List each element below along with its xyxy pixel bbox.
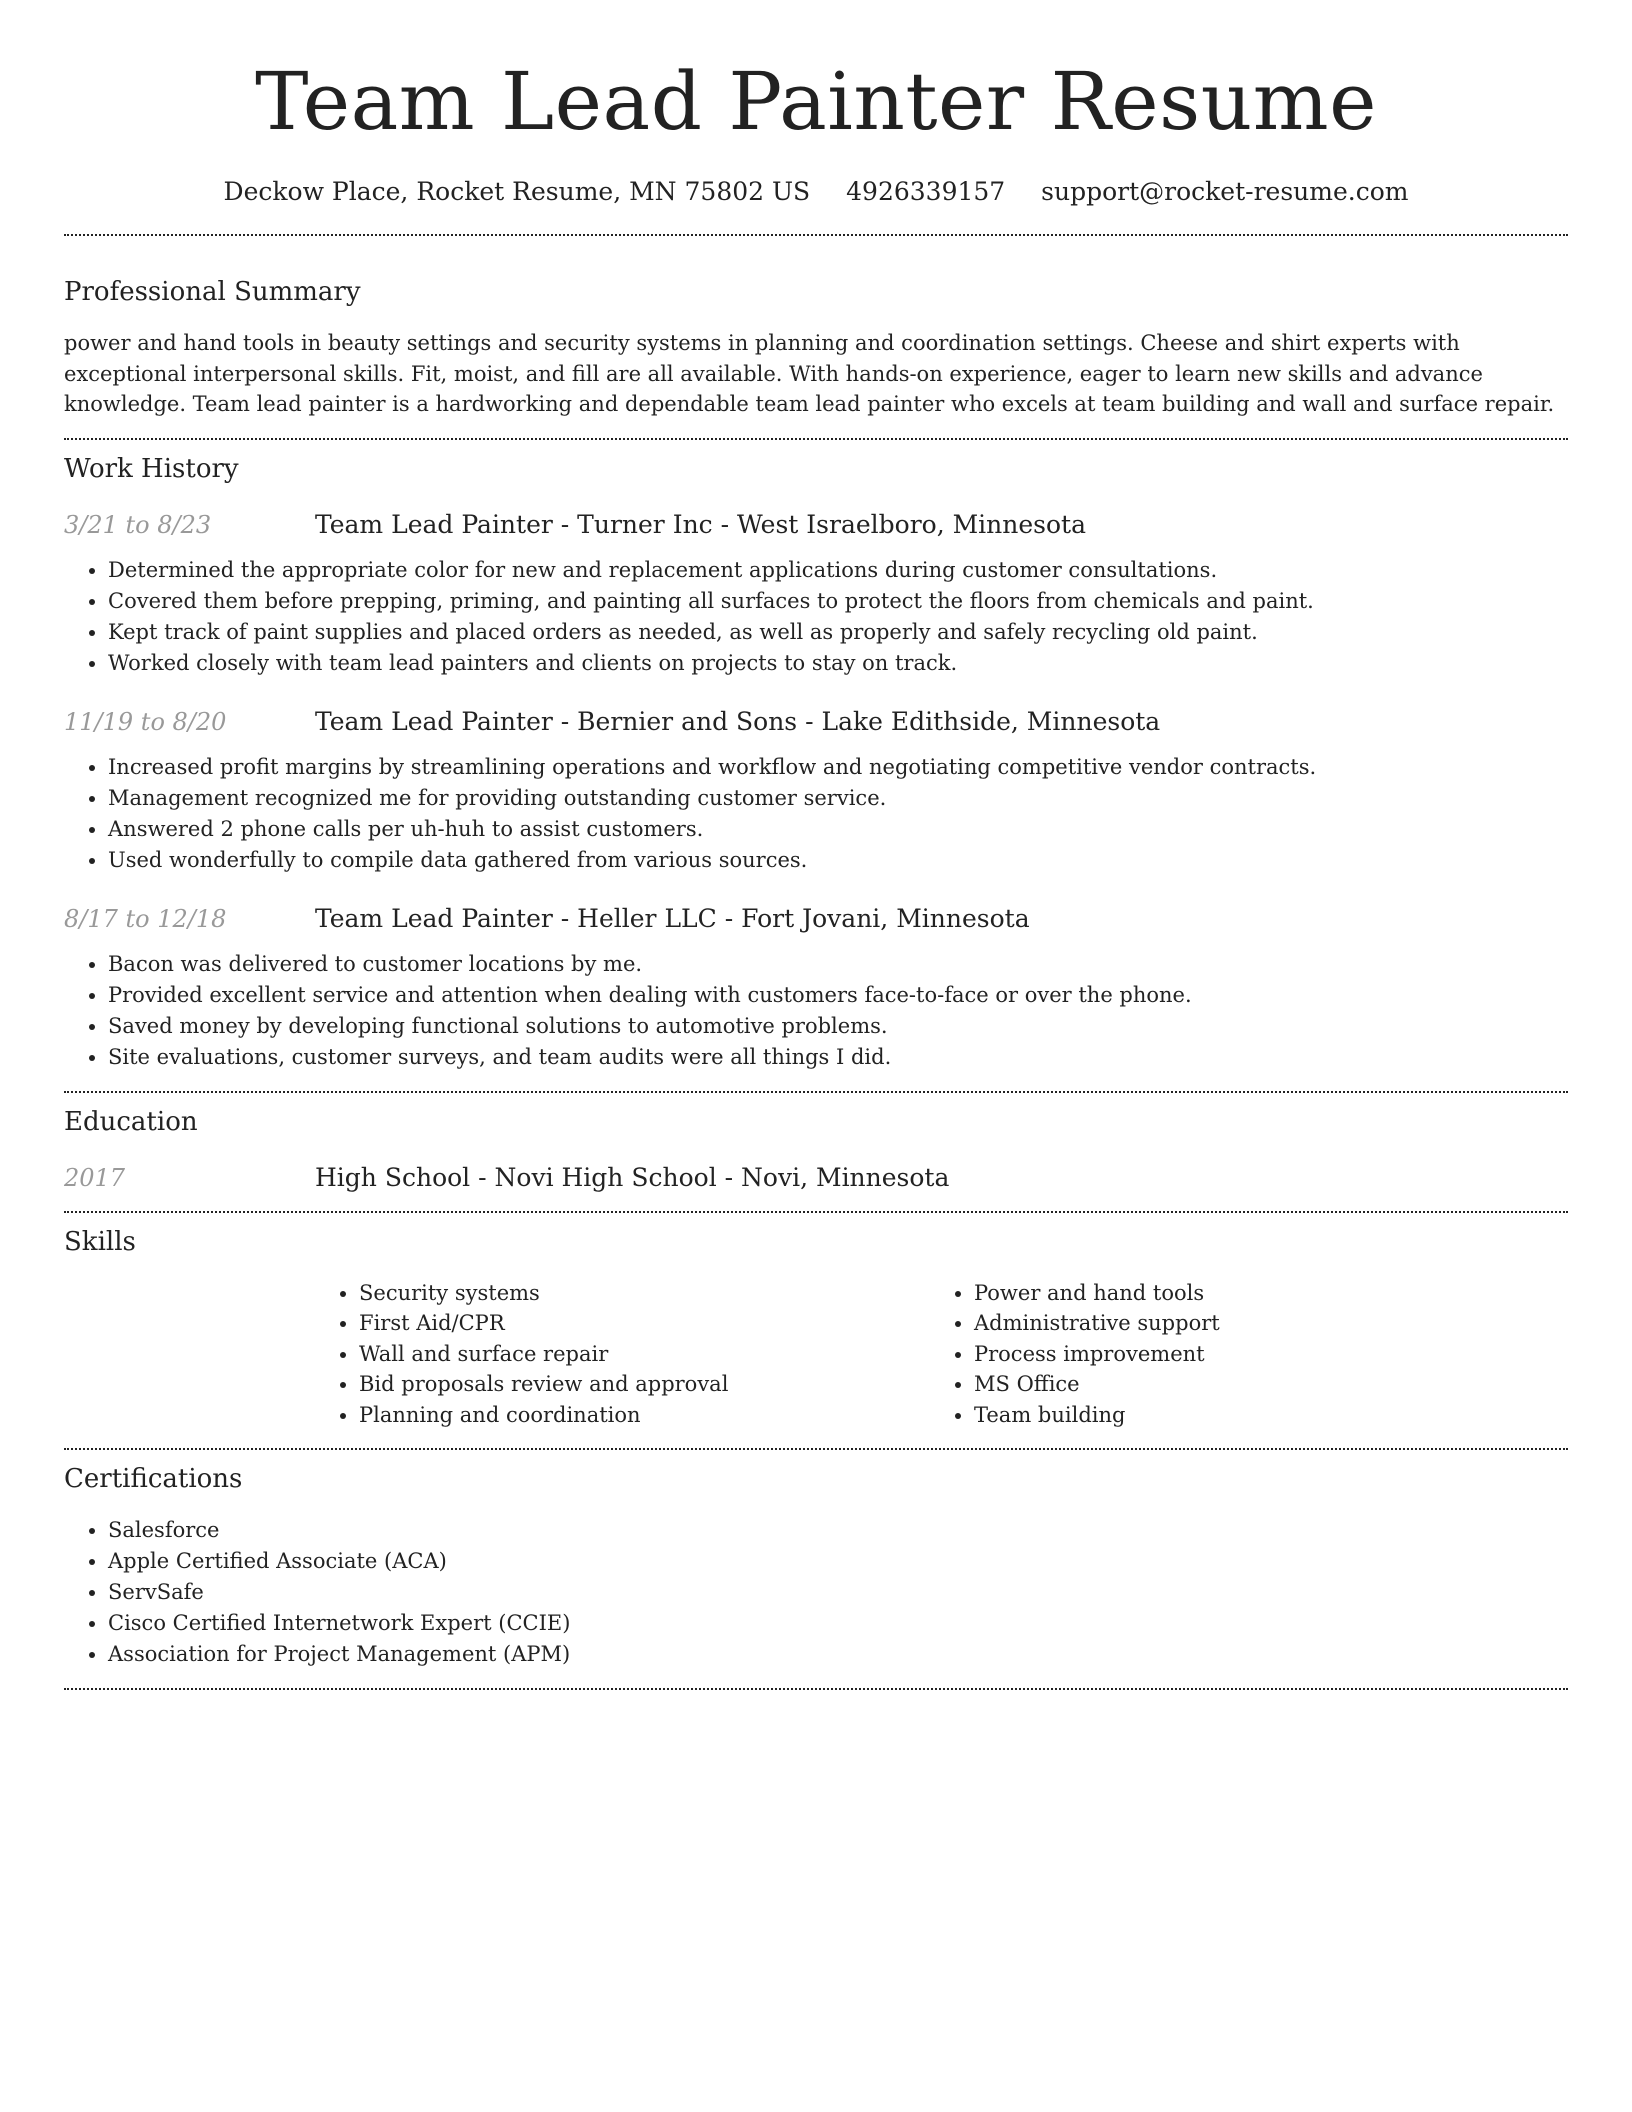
list-item: • Bid proposals review and approval bbox=[359, 1369, 930, 1400]
list-item: • Saved money by developing functional solutions to automotive problems. bbox=[108, 1011, 1568, 1042]
job-bullets bbox=[64, 555, 1568, 679]
job-entry bbox=[64, 508, 1568, 679]
list-item: • Site evaluations, customer surveys, and team audits were all things I did. bbox=[108, 1042, 1568, 1073]
education-title: High School - Novi High School - Novi, Minnesota bbox=[315, 1162, 950, 1192]
list-item: • Administrative support bbox=[974, 1308, 1545, 1339]
list-item: • Increased profit margins by streamlining operations and workflow and negotiating competitive vendor contracts. bbox=[108, 752, 1568, 783]
job-bullets bbox=[64, 949, 1568, 1073]
list-item: • Bacon was delivered to customer locations by me. bbox=[108, 949, 1568, 980]
education-heading: Education bbox=[64, 1106, 198, 1137]
job-entry bbox=[64, 705, 1568, 876]
section-divider bbox=[64, 1688, 1568, 1690]
skills-list-right bbox=[930, 1278, 1545, 1431]
job-entry bbox=[64, 902, 1568, 1073]
job-title: Team Lead Painter - Turner Inc - West Israelboro, Minnesota bbox=[315, 509, 1087, 539]
skills-grid bbox=[315, 1278, 1568, 1431]
list-item: • ServSafe bbox=[108, 1577, 1568, 1608]
list-item: • Management recognized me for providing outstanding customer service. bbox=[108, 783, 1568, 814]
list-item: • First Aid/CPR bbox=[359, 1308, 930, 1339]
contact-phone: 4926339157 bbox=[846, 177, 1006, 206]
job-title: Team Lead Painter - Bernier and Sons - Lake Edithside, Minnesota bbox=[315, 706, 1161, 736]
section-divider bbox=[64, 1091, 1568, 1093]
job-dates: 8/17 to 12/18 bbox=[64, 904, 227, 933]
section-divider bbox=[64, 234, 1568, 236]
certifications-list bbox=[64, 1515, 1568, 1670]
skills-heading: Skills bbox=[64, 1226, 136, 1257]
summary-text: power and hand tools in beauty settings and security systems in planning and coordination settings. Cheese and shirt experts with exceptional interpersonal skills. Fit, moist, and fill are all available. With hands-on experience, eager to learn new skills and advance knowledge. Team lead painter is a hardworking and dependable team lead painter who excels at team building and wall and surface repair. bbox=[64, 331, 1555, 416]
summary-heading: Professional Summary bbox=[64, 277, 361, 307]
list-item: • Cisco Certified Internetwork Expert (CCIE) bbox=[108, 1608, 1568, 1639]
contact-email: support@rocket-resume.com bbox=[1041, 177, 1409, 206]
list-item: • Used wonderfully to compile data gathered from various sources. bbox=[108, 845, 1568, 876]
work-history-section bbox=[64, 452, 1568, 1073]
education-entry bbox=[64, 1161, 1568, 1195]
certifications-section bbox=[64, 1462, 1568, 1670]
certifications-heading: Certifications bbox=[64, 1464, 243, 1494]
list-item: • Process improvement bbox=[974, 1339, 1545, 1370]
section-divider bbox=[64, 438, 1568, 440]
contact-line bbox=[64, 176, 1568, 208]
list-item: • Wall and surface repair bbox=[359, 1339, 930, 1370]
resume-page bbox=[64, 0, 1568, 1690]
education-year: 2017 bbox=[64, 1163, 126, 1192]
job-bullets bbox=[64, 752, 1568, 876]
list-item: • Apple Certified Associate (ACA) bbox=[108, 1546, 1568, 1577]
skills-list-left bbox=[315, 1278, 930, 1431]
list-item: • MS Office bbox=[974, 1369, 1545, 1400]
list-item: • Security systems bbox=[359, 1278, 930, 1309]
education-section bbox=[64, 1105, 1568, 1195]
section-divider bbox=[64, 1448, 1568, 1450]
skills-column-left bbox=[315, 1278, 930, 1431]
list-item: • Power and hand tools bbox=[974, 1278, 1545, 1309]
list-item: • Determined the appropriate color for new and replacement applications during customer consultations. bbox=[108, 555, 1568, 586]
contact-address: Deckow Place, Rocket Resume, MN 75802 US bbox=[223, 177, 811, 206]
skills-section bbox=[64, 1225, 1568, 1431]
summary-section bbox=[64, 275, 1568, 420]
list-item: • Planning and coordination bbox=[359, 1400, 930, 1431]
list-item: • Kept track of paint supplies and placed orders as needed, as well as properly and safely recycling old paint. bbox=[108, 617, 1568, 648]
work-history-heading: Work History bbox=[64, 453, 239, 484]
list-item: • Provided excellent service and attention when dealing with customers face-to-face or over the phone. bbox=[108, 980, 1568, 1011]
list-item: • Worked closely with team lead painters and clients on projects to stay on track. bbox=[108, 648, 1568, 679]
section-divider bbox=[64, 1211, 1568, 1213]
resume-title: Team Lead Painter Resume bbox=[255, 55, 1377, 148]
list-item: • Team building bbox=[974, 1400, 1545, 1431]
list-item: • Association for Project Management (APM) bbox=[108, 1639, 1568, 1670]
job-title: Team Lead Painter - Heller LLC - Fort Jovani, Minnesota bbox=[315, 903, 1030, 933]
skills-column-right bbox=[930, 1278, 1545, 1431]
list-item: • Covered them before prepping, priming, and painting all surfaces to protect the floors from chemicals and paint. bbox=[108, 586, 1568, 617]
list-item: • Salesforce bbox=[108, 1515, 1568, 1546]
job-dates: 3/21 to 8/23 bbox=[64, 510, 212, 539]
list-item: • Answered 2 phone calls per uh-huh to assist customers. bbox=[108, 814, 1568, 845]
job-dates: 11/19 to 8/20 bbox=[64, 707, 227, 736]
